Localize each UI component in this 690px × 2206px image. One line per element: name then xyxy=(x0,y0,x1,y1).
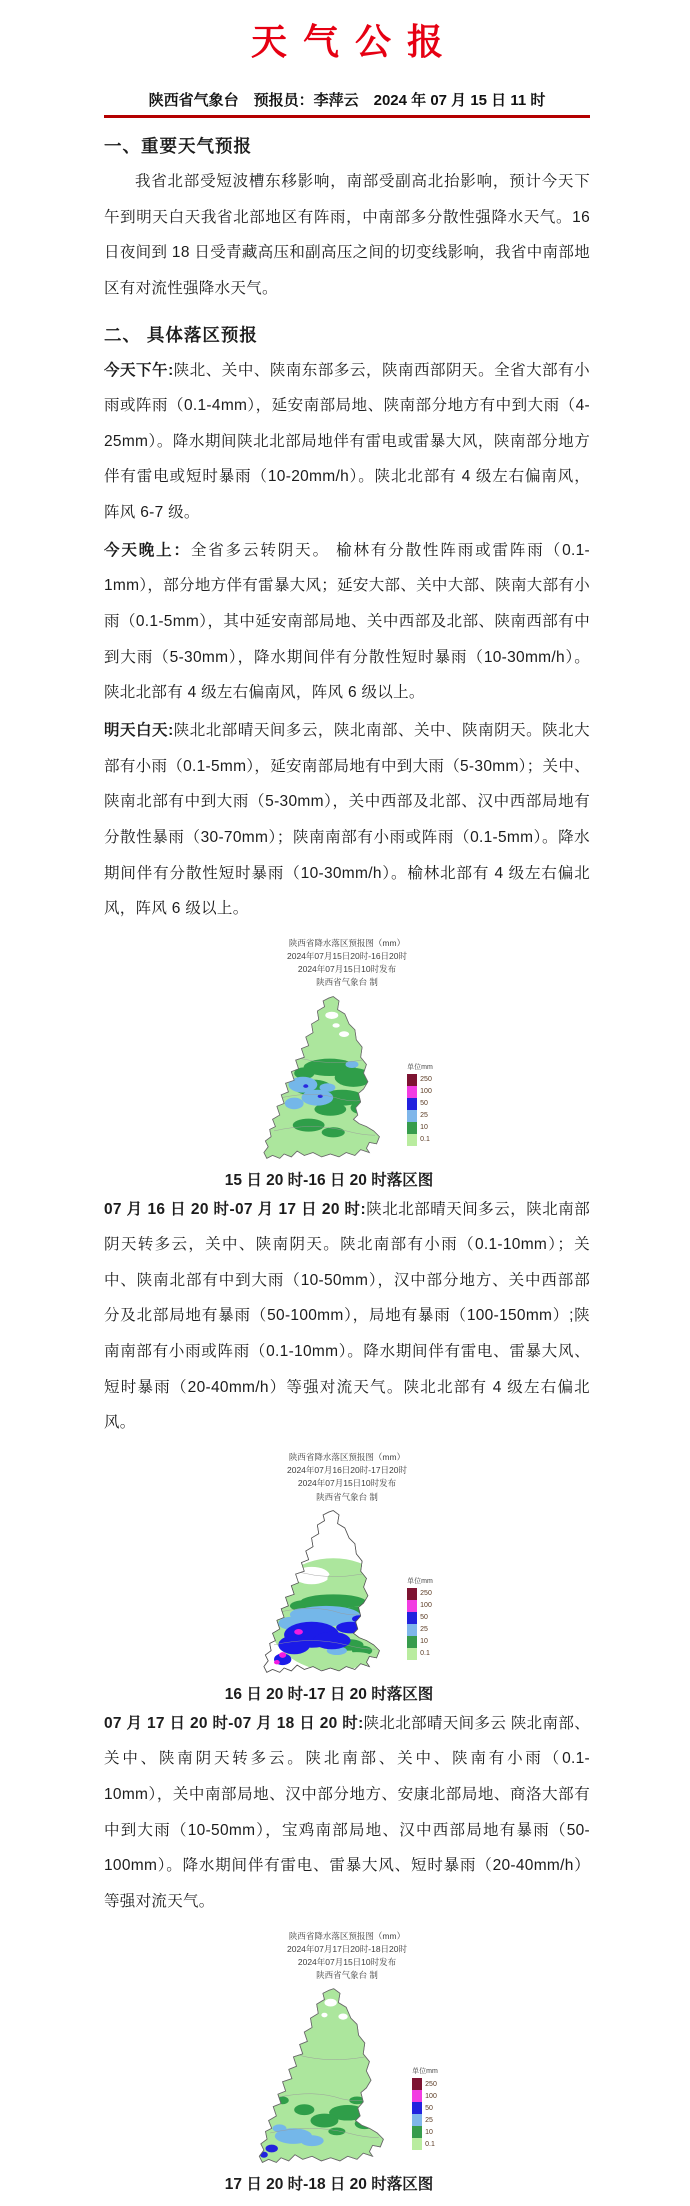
map1-legend xyxy=(407,1062,433,1146)
legend-level xyxy=(407,1612,433,1624)
legend-color-swatch xyxy=(407,1600,417,1612)
page-title: 天气公报 xyxy=(250,21,459,62)
paragraph-lead: 07 月 17 日 20 时-07 月 18 日 20 时: xyxy=(104,1714,364,1732)
legend-value: 50 xyxy=(420,1614,428,1622)
paragraph-lead: 明天白天: xyxy=(104,721,174,739)
legend-level xyxy=(407,1134,433,1146)
legend-level xyxy=(412,2138,438,2150)
paragraph-text: 陕北、关中、陕南东部多云，陕南西部阴天。全省大部有小雨或阵雨（0.1-4mm），延安南部局地、陕南部分地方有中到大雨（4-25mm）。降水期间陕北北部局地伴有雷电或雷暴大风，陕南部分地方伴有雷电或短时暴雨（10-20mm/h）。陕北北部有 4 级左右偏南风，阵风 6-7 级。 xyxy=(104,361,590,522)
paragraph-text: 陕北北部晴天间多云，陕北南部阴天转多云，关中、陕南阴天。陕北南部有小雨（0.1-10mm）；关中、陕南北部有中到大雨（10-50mm），汉中部分地方、关中西部部分及北部局地有暴雨（50-100mm），局地有暴雨（100-150mm）;陕南南部有小雨或阵雨（0.1-10mm）。降水期间伴有雷电、雷暴大风、短时暴雨（20-40mm/h）等强对流天气。陕北北部有 4 级左右偏北风。 xyxy=(104,1200,590,1432)
legend-color-swatch xyxy=(412,2114,422,2126)
legend-value: 250 xyxy=(420,1076,432,1083)
paragraph-lead: 今天晚上： xyxy=(104,541,191,559)
map2-valid-period: 2024年07月16日20时-17日20时 xyxy=(286,1465,407,1476)
legend-color-swatch xyxy=(412,2102,422,2114)
legend-level xyxy=(407,1110,433,1122)
map3-title: 陕西省降水落区预报图（mm） xyxy=(288,1930,406,1941)
legend-color-swatch xyxy=(412,2126,422,2138)
map2-maker: 陕西省气象台 制 xyxy=(316,1491,378,1502)
legend-value: 100 xyxy=(420,1088,432,1095)
legend-color-swatch xyxy=(412,2078,422,2090)
forecast-17-18 xyxy=(104,1706,590,1920)
legend-value: 0.1 xyxy=(420,1650,430,1658)
legend-color-swatch xyxy=(407,1636,417,1648)
legend-level xyxy=(407,1636,433,1648)
legend-level xyxy=(412,2114,438,2126)
map1-maker: 陕西省气象台 制 xyxy=(316,977,378,988)
map3-valid-period: 2024年07月17日20时-18日20时 xyxy=(286,1943,407,1954)
forecast-tomorrow-day xyxy=(104,713,590,927)
section2-heading: 二、 具体落区预报 xyxy=(104,324,258,345)
shaanxi-precipitation-map-3 xyxy=(256,1984,396,2164)
paragraph-text: 全省多云转阴天。 榆林有分散性阵雨或雷阵雨（0.1-1mm），部分地方伴有雷暴大风；延安大部、关中大部、陕南大部有小雨（0.1-5mm），其中延安南部局地、关中西部及北部、陕南西部有中到大雨（5-30mm），降水期间伴有分散性短时暴雨（10-30mm/h）。陕北北部有 4 级左右偏南风，阵风 6 级以上。 xyxy=(104,541,590,702)
legend-level xyxy=(407,1624,433,1636)
legend-value: 25 xyxy=(425,2116,433,2124)
legend-level xyxy=(412,2126,438,2138)
legend-level xyxy=(407,1086,433,1098)
map1-issue-time: 2024年07月15日10时发布 xyxy=(297,964,397,975)
legend-value: 10 xyxy=(420,1124,428,1131)
map2-legend xyxy=(407,1576,433,1660)
map1-valid-period: 2024年07月15日20时-16日20时 xyxy=(286,950,407,961)
legend-level xyxy=(407,1098,433,1110)
legend-value: 250 xyxy=(420,1590,432,1598)
legend-color-swatch xyxy=(407,1588,417,1600)
precip-map-block-2 xyxy=(104,1451,590,1704)
legend-value: 250 xyxy=(425,2080,437,2088)
legend-value: 50 xyxy=(420,1100,428,1107)
map2-header xyxy=(104,1451,590,1504)
forecast-today-afternoon xyxy=(104,353,590,531)
legend-unit-label: 单位mm xyxy=(407,1577,433,1585)
legend-color-swatch xyxy=(407,1074,417,1086)
forecast-16-17 xyxy=(104,1192,590,1441)
legend-value: 0.1 xyxy=(425,2140,435,2148)
legend-color-swatch xyxy=(407,1110,417,1122)
map3-maker: 陕西省气象台 制 xyxy=(316,1970,378,1981)
legend-level xyxy=(412,2090,438,2102)
legend-value: 25 xyxy=(420,1626,428,1634)
legend-level xyxy=(407,1648,433,1660)
legend-value: 10 xyxy=(420,1638,428,1646)
legend-level xyxy=(407,1588,433,1600)
legend-color-swatch xyxy=(407,1612,417,1624)
map3-header xyxy=(104,1930,590,1983)
paragraph-lead: 今天下午: xyxy=(104,361,174,379)
precip-map-block-1 xyxy=(104,937,590,1190)
legend-value: 100 xyxy=(425,2092,437,2100)
paragraph-text: 陕北北部晴天间多云，陕北南部、关中、陕南阴天。陕北大部有小雨（0.1-5mm），延安南部局地有中到大雨（5-30mm）；关中、陕南北部有中到大雨（5-30mm），关中西部及北部、汉中西部局地有分散性暴雨（30-70mm）；陕南南部有小雨或阵雨（0.1-5mm）。降水期间伴有分散性短时暴雨（10-30mm/h）。榆林北部有 4 级左右偏北风，阵风 6 级以上。 xyxy=(104,721,590,918)
map1-header xyxy=(104,937,590,990)
legend-level xyxy=(407,1600,433,1612)
forecast-tonight xyxy=(104,533,590,711)
legend-value: 100 xyxy=(420,1602,432,1610)
legend-unit-label: 单位mm xyxy=(407,1063,433,1071)
legend-color-swatch xyxy=(407,1624,417,1636)
map3-caption: 17 日 20 时-18 日 20 时落区图 xyxy=(224,2176,434,2194)
legend-color-swatch xyxy=(407,1134,417,1146)
map2-issue-time: 2024年07月15日10时发布 xyxy=(297,1478,397,1489)
legend-level xyxy=(407,1122,433,1134)
legend-color-swatch xyxy=(407,1098,417,1110)
legend-value: 50 xyxy=(425,2104,433,2112)
shaanxi-precipitation-map-2 xyxy=(261,1506,391,1674)
meta-line: 陕西省气象台 预报员：李萍云 2024 年 07 月 15 日 11 时 xyxy=(104,89,590,118)
legend-level xyxy=(412,2078,438,2090)
map2-caption: 16 日 20 时-17 日 20 时落区图 xyxy=(224,1685,434,1703)
map3-legend xyxy=(412,2066,438,2150)
map3-issue-time: 2024年07月15日10时发布 xyxy=(297,1956,397,1967)
legend-color-swatch xyxy=(407,1122,417,1134)
legend-level xyxy=(407,1074,433,1086)
legend-level xyxy=(412,2102,438,2114)
legend-color-swatch xyxy=(412,2090,422,2102)
legend-value: 10 xyxy=(425,2128,433,2136)
section1-heading: 一、重要天气预报 xyxy=(104,136,252,156)
legend-color-swatch xyxy=(407,1086,417,1098)
shaanxi-precipitation-map-1 xyxy=(261,992,391,1160)
important-weather-paragraph: 我省北部受短波槽东移影响，南部受副高北抬影响，预计今天下午到明天白天我省北部地区有阵雨，中南部多分散性强降水天气。16 日夜间到 18 日受青藏高压和副高压之间的切变线影响，我省中南部地区有对流性强降水天气。 xyxy=(104,173,590,297)
map1-caption: 15 日 20 时-16 日 20 时落区图 xyxy=(224,1171,434,1189)
legend-value: 0.1 xyxy=(420,1136,430,1143)
map2-title: 陕西省降水落区预报图（mm） xyxy=(288,1451,406,1462)
precip-map-block-3 xyxy=(104,1930,590,2195)
legend-unit-label: 单位mm xyxy=(412,2068,438,2076)
paragraph-text: 陕北北部晴天间多云 陕北南部、关中、陕南阴天转多云。陕北南部、关中、陕南有小雨（0.1-10mm），关中南部局地、汉中部分地方、安康北部局地、商洛大部有中到大雨（10-50mm），宝鸡南部局地、汉中西部局地有暴雨（50-100mm）。降水期间伴有雷电、雷暴大风、短时暴雨（20-40mm/h）等强对流天气。 xyxy=(104,1714,590,1910)
legend-value: 25 xyxy=(420,1112,428,1119)
map1-title: 陕西省降水落区预报图（mm） xyxy=(288,937,406,948)
paragraph-lead: 07 月 16 日 20 时-07 月 17 日 20 时: xyxy=(104,1200,367,1218)
legend-color-swatch xyxy=(412,2138,422,2150)
legend-color-swatch xyxy=(407,1648,417,1660)
